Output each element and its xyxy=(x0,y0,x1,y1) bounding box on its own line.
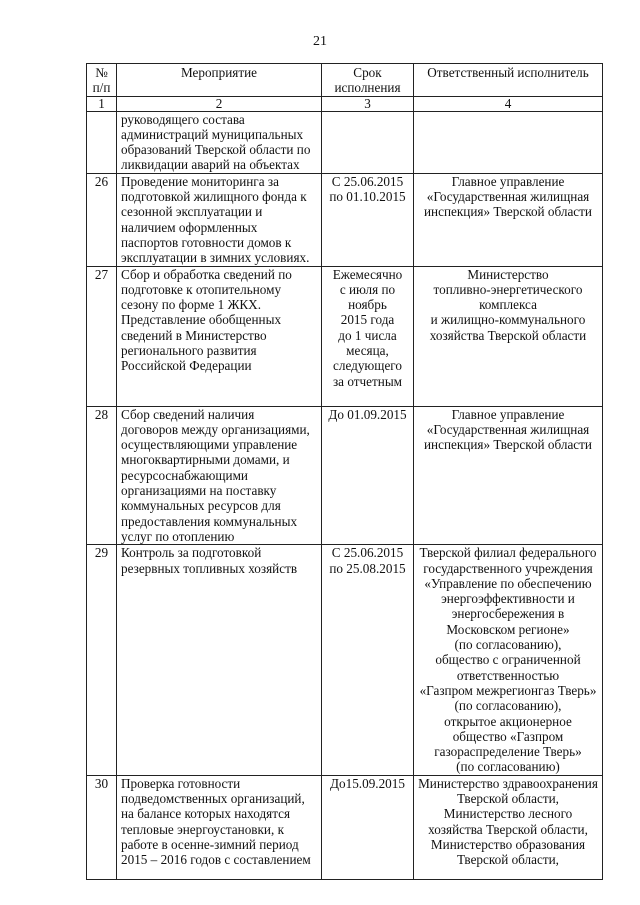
responsible-cell-line: энергосбережения в xyxy=(451,606,565,622)
responsible-cell-line: Министерство здравоохранения xyxy=(418,775,598,791)
responsible-cell xyxy=(414,266,603,406)
activity-cell-line: подготовкой жилищного фонда к xyxy=(121,189,307,205)
term-cell xyxy=(322,545,414,775)
responsible-cell-line: энергоэффективности и xyxy=(441,591,575,607)
term-cell-line: следующего xyxy=(333,358,402,374)
column-number: 1 xyxy=(87,96,117,111)
responsible-cell-line: Тверской филиал федерального xyxy=(419,545,597,561)
responsible-cell xyxy=(414,545,603,775)
row-number: 29 xyxy=(87,545,117,775)
responsible-cell-line: хозяйства Тверской области, xyxy=(428,821,588,837)
row-number: 30 xyxy=(87,775,117,879)
responsible-cell-line: комплекса xyxy=(479,297,537,313)
activity-cell-line: подготовке к отопительному xyxy=(121,281,282,297)
activity-cell-line: администраций муниципальных xyxy=(121,126,304,142)
responsible-cell-line: открытое акционерное xyxy=(444,713,572,729)
activity-cell-line: предоставления коммунальных xyxy=(121,513,298,529)
term-cell-line: ноябрь xyxy=(348,297,387,313)
column-number-row xyxy=(87,96,603,111)
activity-cell-line: образований Тверской области по xyxy=(121,142,311,158)
activity-cell-line: регионального развития xyxy=(121,343,257,359)
responsible-cell-line: Тверской области, xyxy=(457,852,559,868)
responsible-cell-line: (по согласованию), xyxy=(454,698,562,714)
responsible-cell-line: Министерство xyxy=(467,266,549,282)
term-cell-line: по 25.08.2015 xyxy=(329,560,406,576)
activity-cell-line: 2015 – 2016 годов с составлением xyxy=(121,852,311,868)
activity-cell-line: Российской Федерации xyxy=(121,358,252,374)
header-num: № п/п xyxy=(87,64,117,97)
responsible-cell-line: Министерство образования xyxy=(430,836,586,852)
responsible-cell-line: Тверской области, xyxy=(457,790,559,806)
term-cell-line: С 25.06.2015 xyxy=(331,545,404,561)
table-row xyxy=(87,173,603,266)
term-cell-line: До 01.09.2015 xyxy=(328,406,407,422)
activity-cell-line: организациями на поставку xyxy=(121,483,277,499)
activities-table xyxy=(86,63,603,880)
header-activity: Мероприятие xyxy=(117,64,322,97)
row-number xyxy=(87,111,117,173)
column-number: 3 xyxy=(322,96,414,111)
responsible-cell xyxy=(414,173,603,266)
activity-cell-line: тепловые энергоустановки, к xyxy=(121,821,284,837)
activity-cell-line: сезону по форме 1 ЖКХ. xyxy=(121,297,262,313)
header-row xyxy=(87,64,603,97)
activity-cell-line: подведомственных организаций, xyxy=(121,790,305,806)
activity-cell xyxy=(117,111,322,173)
activity-cell xyxy=(117,545,322,775)
row-number: 27 xyxy=(87,266,117,406)
responsible-cell-line: хозяйства Тверской области xyxy=(429,327,587,343)
column-number: 2 xyxy=(117,96,322,111)
responsible-cell-line: общество «Газпром xyxy=(452,728,564,744)
header-responsible: Ответственный исполнитель xyxy=(414,64,603,97)
responsible-cell-line: ответственностью xyxy=(456,667,560,683)
activity-cell-line: паспортов готовности домов к xyxy=(121,234,292,250)
table-row xyxy=(87,775,603,879)
term-cell xyxy=(322,173,414,266)
activity-cell-line: Сбор сведений наличия xyxy=(121,406,255,422)
responsible-cell xyxy=(414,406,603,545)
column-number: 4 xyxy=(414,96,603,111)
activity-cell xyxy=(117,173,322,266)
activity-cell-line: осуществляющими управление xyxy=(121,437,298,453)
activity-cell-line: Сбор и обработка сведений по xyxy=(121,266,292,282)
responsible-cell-line: «Управление по обеспечению xyxy=(424,575,592,591)
activity-cell-line: резервных топливных хозяйств xyxy=(121,560,298,576)
responsible-cell-line: «Государственная жилищная xyxy=(426,189,590,205)
activity-cell-line: Контроль за подготовкой xyxy=(121,545,262,561)
term-cell-line: с июля по xyxy=(339,281,396,297)
responsible-cell-line: (по согласованию), xyxy=(454,637,562,653)
activity-cell-line: коммунальных ресурсов для xyxy=(121,498,281,514)
table-body xyxy=(87,111,603,879)
activity-cell-line: услуг по отоплению xyxy=(121,528,235,544)
responsible-cell-line: Министерство лесного xyxy=(443,806,573,822)
activity-cell-line: Проведение мониторинга за xyxy=(121,173,279,189)
term-cell-line: Ежемесячно xyxy=(332,266,403,282)
activity-cell-line: на балансе которых находятся xyxy=(121,806,291,822)
activity-cell-line: сведений в Министерство xyxy=(121,327,267,343)
term-cell xyxy=(322,406,414,545)
header-term: Срок исполнения xyxy=(322,64,414,97)
activity-cell-line: работе в осенне-зимний период xyxy=(121,836,299,852)
responsible-cell xyxy=(414,775,603,879)
term-cell-line: за отчетным xyxy=(332,373,403,389)
row-number: 28 xyxy=(87,406,117,545)
term-cell-line: С 25.06.2015 xyxy=(331,173,404,189)
activity-cell-line: договоров между организациями, xyxy=(121,421,310,437)
activity-cell xyxy=(117,266,322,406)
term-cell-line: до 1 числа xyxy=(338,327,397,343)
responsible-cell-line: общество с ограниченной xyxy=(435,652,581,668)
activity-cell-line: руководящего состава xyxy=(121,111,245,127)
responsible-cell-line: инспекция» Тверской области xyxy=(424,437,592,453)
activity-cell-line: Представление обобщенных xyxy=(121,312,282,328)
activity-cell-line: сезонной эксплуатации и xyxy=(121,204,263,220)
term-cell-line: До15.09.2015 xyxy=(330,775,405,791)
activity-cell-line: ресурсоснабжающими xyxy=(121,467,248,483)
activity-cell-line: ликвидации аварий на объектах xyxy=(121,157,300,173)
term-cell-line: по 01.10.2015 xyxy=(329,189,406,205)
activity-cell-line: Проверка готовности xyxy=(121,775,241,791)
responsible-cell-line: Главное управление xyxy=(451,173,565,189)
responsible-cell-line: Московском регионе» xyxy=(446,621,570,637)
term-cell-line: месяца, xyxy=(346,343,389,359)
activity-cell xyxy=(117,775,322,879)
responsible-cell xyxy=(414,111,603,173)
responsible-cell-line: и жилищно-коммунального xyxy=(430,312,586,328)
responsible-cell-line: газораспределение Тверь» xyxy=(434,744,582,760)
table-row xyxy=(87,545,603,775)
responsible-cell-line: государственного учреждения xyxy=(423,560,593,576)
responsible-cell-line: «Газпром межрегионгаз Тверь» xyxy=(419,682,597,698)
table-row xyxy=(87,266,603,406)
activity-cell-line: наличием оформленных xyxy=(121,219,258,235)
term-cell xyxy=(322,111,414,173)
responsible-cell-line: (по согласованию) xyxy=(456,759,560,775)
table-row xyxy=(87,111,603,173)
activity-cell-line: эксплуатации в зимних условиях. xyxy=(121,250,310,266)
term-cell xyxy=(322,266,414,406)
term-cell-line: 2015 года xyxy=(340,312,395,328)
page-number: 21 xyxy=(313,34,327,49)
term-cell xyxy=(322,775,414,879)
responsible-cell-line: Главное управление xyxy=(451,406,565,422)
responsible-cell-line: инспекция» Тверской области xyxy=(424,204,592,220)
activity-cell-line: многоквартирными домами, и xyxy=(121,452,290,468)
row-number: 26 xyxy=(87,173,117,266)
table-row xyxy=(87,406,603,545)
responsible-cell-line: «Государственная жилищная xyxy=(426,421,590,437)
responsible-cell-line: топливно-энергетического xyxy=(433,281,583,297)
activity-cell xyxy=(117,406,322,545)
